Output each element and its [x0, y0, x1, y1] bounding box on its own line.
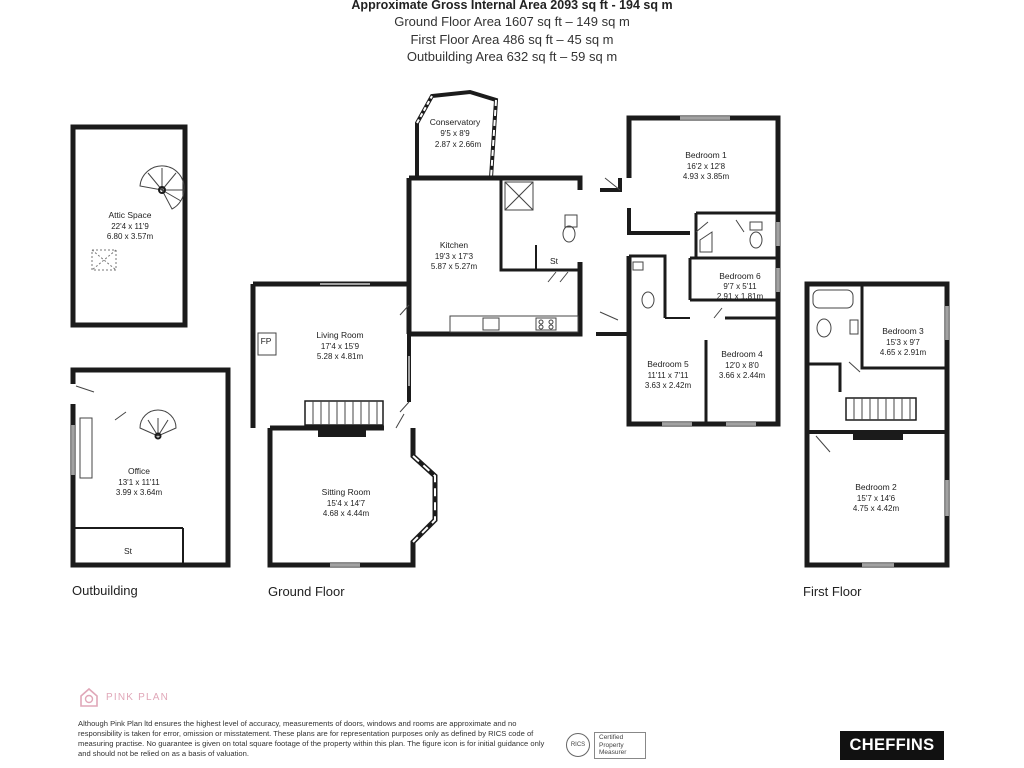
- bedroom-6-dims-metric: 2.91 x 1.81m: [716, 292, 764, 301]
- kitchen-dims-imperial: 19'3 x 17'3: [434, 252, 474, 261]
- bedroom-5-dims-metric: 3.63 x 2.42m: [644, 381, 692, 390]
- first-floor-label: First Floor: [803, 584, 862, 599]
- office-dims-imperial: 13'1 x 11'11: [118, 478, 160, 487]
- bedroom-4-dims-imperial: 12'0 x 8'0: [725, 361, 759, 370]
- sitting-room-dims-metric: 4.68 x 4.44m: [322, 509, 370, 518]
- first-floor-plan: [807, 284, 947, 565]
- kitchen-store-label: St: [549, 256, 559, 266]
- sitting-room-dims-imperial: 15'4 x 14'7: [326, 499, 366, 508]
- rics-mark: RICS: [566, 733, 590, 757]
- bedroom-4-dims-metric: 3.66 x 2.44m: [718, 371, 766, 380]
- living-room-dims-metric: 5.28 x 4.81m: [316, 352, 364, 361]
- bedroom-5-label: Bedroom 5: [647, 359, 689, 369]
- cheffins-logo: CHEFFINS: [840, 731, 944, 760]
- rics-badge: [566, 732, 646, 759]
- sitting-room-label: Sitting Room: [321, 487, 371, 497]
- pink-plan-logo-text: PINK PLAN: [106, 691, 170, 703]
- conservatory-dims-imperial: 9'5 x 8'9: [440, 129, 470, 138]
- attic-space-label: Attic Space: [108, 210, 152, 220]
- bedroom-4-label: Bedroom 4: [721, 349, 763, 359]
- bedroom-6-label: Bedroom 6: [719, 271, 761, 281]
- office-dims-metric: 3.99 x 3.64m: [115, 488, 163, 497]
- bedroom-1-dims-metric: 4.93 x 3.85m: [682, 172, 730, 181]
- conservatory-dims-metric: 2.87 x 2.66m: [434, 140, 482, 149]
- ground-floor-label: Ground Floor: [268, 584, 345, 599]
- conservatory-label: Conservatory: [429, 117, 481, 127]
- bedroom-1-label: Bedroom 1: [685, 150, 727, 160]
- outbuilding-floor-label: Outbuilding: [72, 583, 138, 598]
- rics-badge-text: Certified Property Measurer: [594, 732, 646, 759]
- office-label: Office: [127, 466, 151, 476]
- ground-floor-area: Ground Floor Area 1607 sq ft – 149 sq m: [394, 14, 630, 29]
- spiral-stair-icon: [140, 410, 176, 439]
- living-room-label: Living Room: [316, 330, 364, 340]
- bedroom-3-label: Bedroom 3: [882, 326, 924, 336]
- outbuilding-area: Outbuilding Area 632 sq ft – 59 sq m: [406, 49, 618, 64]
- ground-floor-plan: [253, 92, 630, 565]
- kitchen-label: Kitchen: [439, 240, 469, 250]
- pink-plan-logo: [78, 686, 169, 708]
- bedroom-1-dims-imperial: 16'2 x 12'8: [686, 162, 726, 171]
- office-store-label: St: [123, 546, 133, 556]
- bedroom-6-dims-imperial: 9'7 x 5'11: [723, 282, 757, 291]
- fireplace-label: FP: [260, 336, 272, 346]
- living-room-dims-imperial: 17'4 x 15'9: [320, 342, 360, 351]
- house-icon: [78, 686, 100, 708]
- bedroom-2-label: Bedroom 2: [855, 482, 897, 492]
- spiral-stair-icon: [140, 166, 184, 209]
- disclaimer: Although Pink Plan ltd ensures the highest level of accuracy, measurements of doors, windows and rooms are approximate and no responsibility is taken for error, omission or misstatement. These plans are for representation purposes only as defined by RICS code of measuring practise. No guarantee is given on total square footage of the property within this plan. The figure icon is for initial guidance only and should not be relied on as a basis of valuation.: [78, 719, 545, 758]
- bedroom-3-dims-imperial: 15'3 x 9'7: [886, 338, 920, 347]
- bedroom-2-dims-metric: 4.75 x 4.42m: [852, 504, 900, 513]
- area-title: Approximate Gross Internal Area 2093 sq ft - 194 sq m: [351, 0, 673, 12]
- bedroom-3-dims-metric: 4.65 x 2.91m: [879, 348, 927, 357]
- kitchen-dims-metric: 5.87 x 5.27m: [430, 262, 478, 271]
- bedroom-2-dims-imperial: 15'7 x 14'6: [856, 494, 896, 503]
- attic-space-dims-metric: 6.80 x 3.57m: [106, 232, 154, 241]
- attic-space-dims-imperial: 22'4 x 11'9: [111, 222, 149, 231]
- first-floor-area: First Floor Area 486 sq ft – 45 sq m: [410, 32, 614, 47]
- bedroom-5-dims-imperial: 11'11 x 7'11: [647, 371, 689, 380]
- skylight-icon: [92, 250, 116, 270]
